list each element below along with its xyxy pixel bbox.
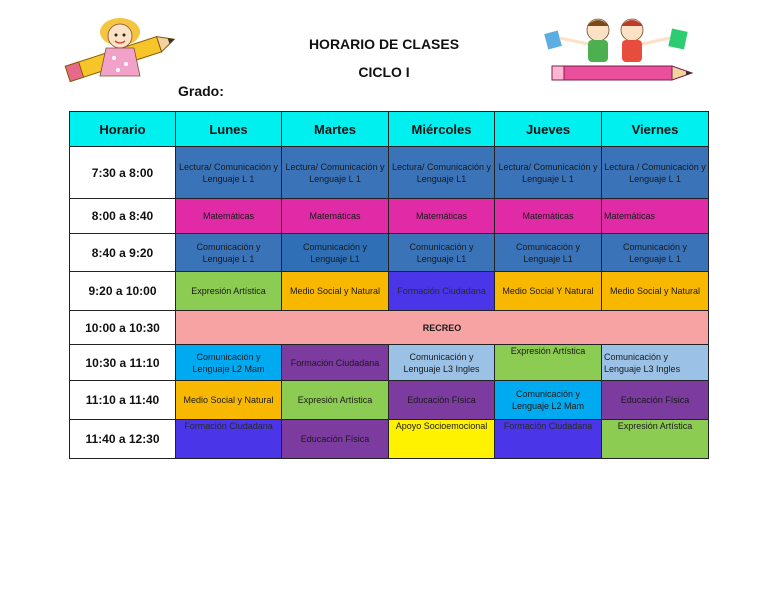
class-cell: Comunicación y Lenguaje L3 Ingles — [389, 345, 495, 381]
time-cell: 11:10 a 11:40 — [70, 381, 176, 420]
time-cell: 10:30 a 11:10 — [70, 345, 176, 381]
time-cell: 11:40 a 12:30 — [70, 420, 176, 459]
table-row — [70, 345, 709, 381]
table-row — [70, 420, 709, 459]
class-cell: Lectura/ Comunicación y Lenguaje L 1 — [282, 147, 389, 199]
class-cell: Comunicación y Lenguaje L3 Ingles — [602, 345, 709, 381]
header-lunes: Lunes — [176, 112, 282, 147]
class-cell: Formación Ciudadana — [389, 272, 495, 311]
time-cell: 7:30 a 8:00 — [70, 147, 176, 199]
class-cell: Comunicación y Lenguaje L 1 — [602, 234, 709, 272]
class-cell: Medio Social Y Natural — [495, 272, 602, 311]
header-martes: Martes — [282, 112, 389, 147]
header-jueves: Jueves — [495, 112, 602, 147]
class-cell: Medio Social y Natural — [282, 272, 389, 311]
class-cell: Lectura/ Comunicación y Lenguaje L 1 — [495, 147, 602, 199]
class-cell: Educación Física — [389, 381, 495, 420]
class-cell: Matemáticas — [282, 199, 389, 234]
class-cell: Expresión Artística — [602, 420, 709, 459]
class-cell: Lectura/ Comunicación y Lenguaje L1 — [389, 147, 495, 199]
header-horario: Horario — [70, 112, 176, 147]
class-cell: Matemáticas — [389, 199, 495, 234]
header-miercoles: Miércoles — [389, 112, 495, 147]
recess-cell: RECREO — [176, 311, 709, 345]
time-cell: 8:40 a 9:20 — [70, 234, 176, 272]
class-cell: Expresión Artística — [176, 272, 282, 311]
class-cell: Formación Ciudadana — [282, 345, 389, 381]
class-cell: Lectura/ Comunicación y Lenguaje L 1 — [176, 147, 282, 199]
class-cell: Formación Ciudadana — [495, 420, 602, 459]
class-cell: Comunicación y Lenguaje L1 — [495, 234, 602, 272]
class-cell: Medio Social y Natural — [176, 381, 282, 420]
table-row — [70, 234, 709, 272]
class-cell: Comunicación y Lenguaje L1 — [282, 234, 389, 272]
table-row — [70, 272, 709, 311]
time-cell: 10:00 a 10:30 — [70, 311, 176, 345]
class-cell: Comunicación y Lenguaje L1 — [389, 234, 495, 272]
time-cell: 8:00 a 8:40 — [70, 199, 176, 234]
class-cell: Matemáticas — [495, 199, 602, 234]
table-row — [70, 147, 709, 199]
schedule-table — [69, 111, 709, 459]
class-cell: Expresión Artística — [495, 345, 602, 381]
class-cell: Expresión Artística — [282, 381, 389, 420]
class-cell: Apoyo Socioemocional — [389, 420, 495, 459]
class-cell: Comunicación y Lenguaje L2 Mam — [495, 381, 602, 420]
header-viernes: Viernes — [602, 112, 709, 147]
table-row — [70, 199, 709, 234]
class-cell: Comunicación y Lenguaje L 1 — [176, 234, 282, 272]
table-header-row — [70, 112, 709, 147]
class-cell: Lectura / Comunicación y Lenguaje L 1 — [602, 147, 709, 199]
page-title: HORARIO DE CLASES — [308, 36, 460, 52]
class-cell: Medio Social y Natural — [602, 272, 709, 311]
class-cell: Comunicación y Lenguaje L2 Mam — [176, 345, 282, 381]
grade-label: Grado: — [178, 83, 224, 99]
time-cell: 9:20 a 10:00 — [70, 272, 176, 311]
table-row — [70, 381, 709, 420]
class-cell: Matemáticas — [602, 199, 709, 234]
class-cell: Educación Física — [282, 420, 389, 459]
class-cell: Matemáticas — [176, 199, 282, 234]
cycle-subtitle: CICLO I — [358, 64, 410, 80]
table-row — [70, 311, 709, 345]
class-cell: Educación Física — [602, 381, 709, 420]
class-cell: Formación Ciudadana — [176, 420, 282, 459]
